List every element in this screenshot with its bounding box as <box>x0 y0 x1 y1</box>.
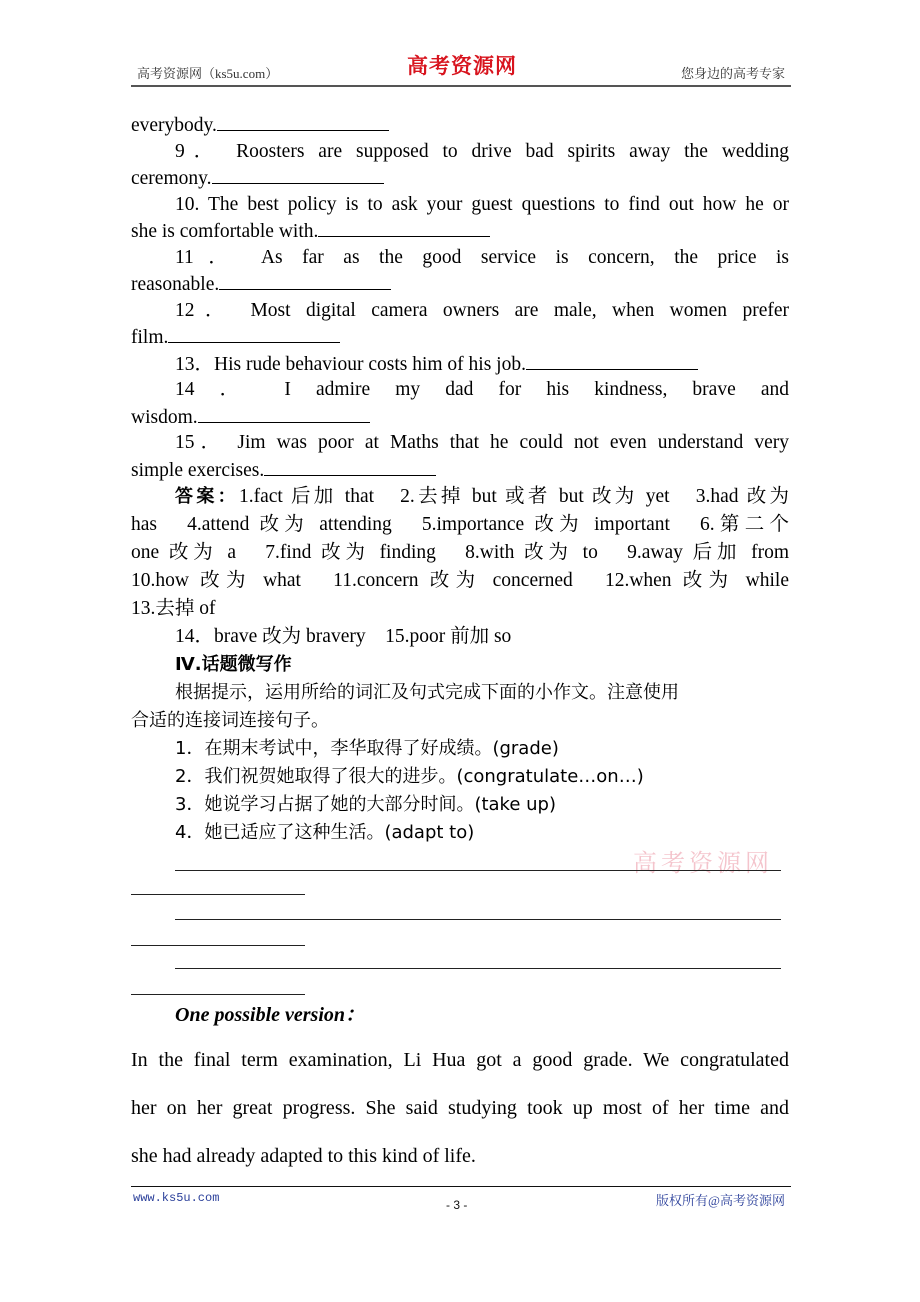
writing-line[interactable] <box>175 870 781 871</box>
version-label: One possible version： <box>175 1004 365 1026</box>
writing-prompt-3: 3．她说学习占据了她的大部分时间。(take up) <box>175 794 556 815</box>
model-essay-line-2: her on her great progress. She said studying took up most of her time and <box>131 1097 789 1119</box>
footer-divider <box>131 1186 791 1187</box>
answer-blank[interactable] <box>219 271 391 290</box>
exercise-14: 14 ． I admire my dad for his kindness, brave and <box>175 379 789 400</box>
answer-line-5: 13.去掉 of <box>131 598 216 619</box>
exercise-15: 15． Jim was poor at Maths that he could not even understand very <box>175 432 789 453</box>
exercise-list <box>131 112 789 483</box>
answer-line-3: one 改为 a 7.find 改为 finding 8.with 改为 to 9.away 后加 from <box>131 542 789 563</box>
answer-label: 答案： <box>175 486 239 507</box>
exercise-12: 12． Most digital camera owners are male, when women prefer <box>175 299 789 321</box>
writing-prompt-2: 2．我们祝贺她取得了很大的进步。(congratulate…on…) <box>175 766 644 787</box>
page-number: - 3 - <box>446 1198 468 1212</box>
writing-line[interactable] <box>131 994 305 995</box>
model-essay <box>131 1036 789 1180</box>
writing-line[interactable] <box>175 968 781 969</box>
exercise-8-tail: everybody. <box>131 112 789 139</box>
answer-line-1: 答案：1.fact 后加 that 2.去掉 but 或者 but 改为 yet 3.had 改为 <box>175 486 790 507</box>
section-title: Ⅳ.话题微写作 <box>175 654 292 675</box>
writing-line[interactable] <box>131 894 305 895</box>
exercise-15-cont: simple exercises. <box>131 457 789 484</box>
exercise-11-cont: reasonable. <box>131 271 789 298</box>
answer-blank[interactable] <box>264 457 436 476</box>
answer-line-6: 14．brave 改为 bravery 15.poor 前加 so <box>175 626 512 647</box>
exercise-9: 9． Roosters are supposed to drive bad spirits away the wedding <box>175 140 789 162</box>
footer-copyright: 版权所有@高考资源网 <box>656 1193 785 1208</box>
model-essay-line-3: she had already adapted to this kind of life. <box>131 1145 476 1167</box>
exercise-10-cont: she is comfortable with. <box>131 218 789 245</box>
answer-blank[interactable] <box>198 404 370 423</box>
writing-line[interactable] <box>131 945 305 946</box>
answer-blank[interactable] <box>318 218 490 237</box>
header-slogan: 您身边的高考专家 <box>680 66 785 81</box>
writing-prompt-1: 1．在期末考试中，李华取得了好成绩。(grade) <box>175 738 559 759</box>
exercise-9-cont: ceremony. <box>131 165 789 192</box>
writing-instruction-1: 根据提示，运用所给的词汇及句式完成下面的小作文。注意使用 <box>175 682 679 703</box>
header-site-name: 高考资源网（ks5u.com） <box>137 66 279 81</box>
exercise-10: 10. The best policy is to ask your guest questions to find out how he or <box>175 193 789 215</box>
writing-instruction-2: 合适的连接词连接句子。 <box>131 710 329 731</box>
header-logo: 高考资源网 <box>407 53 517 78</box>
answer-key <box>131 483 789 651</box>
exercise-11: 11． As far as the good service is concern, the price is <box>175 246 789 268</box>
writing-prompt-4: 4．她已适应了这种生活。(adapt to) <box>175 822 475 843</box>
answer-blank[interactable] <box>526 351 698 370</box>
model-essay-line-1: In the final term examination, Li Hua got a good grade. We congratulated <box>131 1049 789 1071</box>
answer-blank[interactable] <box>217 112 389 131</box>
answer-line-2: has 4.attend 改为 attending 5.importance 改为 important 6.第二个 <box>131 514 789 535</box>
watermark: 高考资源网 <box>633 849 773 877</box>
exercise-13: 13．His rude behaviour costs him of his job. <box>131 351 789 378</box>
exercise-14-cont: wisdom. <box>131 404 789 431</box>
footer-site-link[interactable]: www.ks5u.com <box>133 1191 220 1205</box>
header-divider <box>131 85 791 87</box>
answer-line-4: 10.how 改为 what 11.concern 改为 concerned 12.when 改为 while <box>131 570 789 591</box>
page-header <box>131 52 791 88</box>
answer-blank[interactable] <box>168 324 340 343</box>
writing-line[interactable] <box>175 919 781 920</box>
answer-blank[interactable] <box>212 165 384 184</box>
exercise-12-cont: film. <box>131 324 789 351</box>
writing-section <box>131 651 789 847</box>
